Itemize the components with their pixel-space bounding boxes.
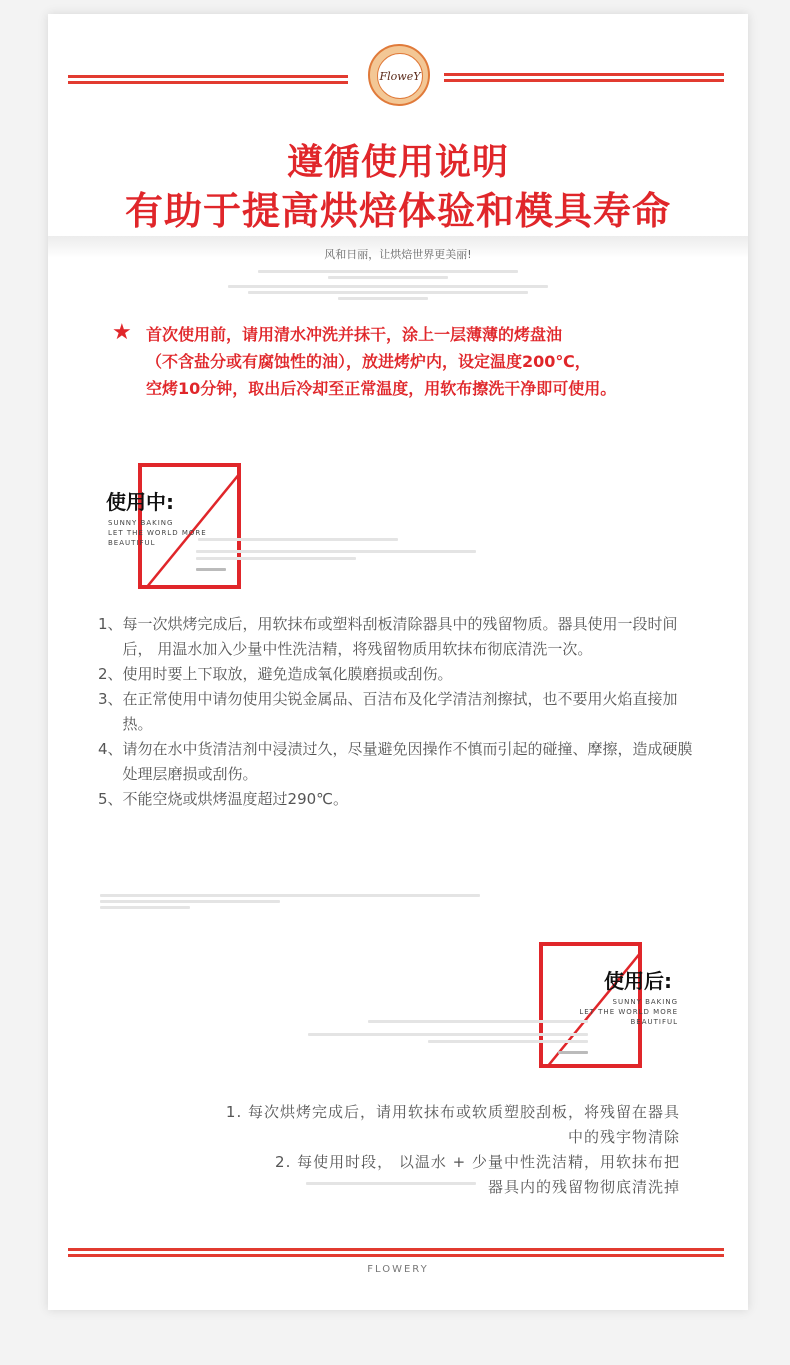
notice-line: （不含盐分或有腐蚀性的油），放进烤炉内，设定温度200℃，	[146, 352, 591, 371]
logo-text: FloweY	[379, 69, 421, 83]
faint-text-line	[196, 557, 356, 560]
faint-text-line	[428, 1040, 588, 1043]
faint-text-line	[328, 276, 448, 279]
faint-text-line	[196, 550, 476, 553]
in-use-steps	[98, 612, 698, 812]
footer-brand: FLOWERY	[367, 1264, 429, 1275]
step-item: 4、 请勿在水中货清洁剂中浸渍过久，尽量避免因操作不慎而引起的碰撞、摩擦，造成硬膜处理层磨损或刮伤。	[98, 740, 693, 783]
step-item: 5、 不能空烧或烘烤温度超过290℃。	[98, 790, 349, 808]
first-use-notice	[146, 321, 736, 402]
headline-line-1: 遵循使用说明	[286, 141, 509, 183]
after-use-steps	[188, 1100, 680, 1200]
faint-text-line	[198, 538, 398, 541]
faint-text-line	[100, 906, 190, 909]
faint-text-line	[308, 1033, 588, 1036]
faint-text-line	[196, 568, 226, 571]
faint-text-line	[100, 900, 280, 903]
in-use-slogan: SUNNY BAKING LET THE WORLD MORE BEAUTIFUL	[108, 519, 207, 547]
faint-text-line	[306, 1182, 476, 1185]
notice-line: 首次使用前，请用清水冲洗并抹干，涂上一层薄薄的烤盘油	[146, 325, 563, 344]
faint-text-line	[248, 291, 528, 294]
notice-line: 空烤10分钟，取出后冷却至正常温度，用软布擦洗干净即可使用。	[146, 379, 617, 398]
top-line-left-1	[68, 75, 348, 78]
faint-text-line	[368, 1020, 588, 1023]
star-icon: ★	[112, 320, 132, 345]
top-line-left-2	[68, 81, 348, 84]
after-step-line: 1. 每次烘烤完成后，请用软抹布或软质塑胶刮板，将残留在器具	[225, 1103, 680, 1121]
bottom-line-1	[68, 1248, 724, 1251]
faint-text-line	[558, 1051, 588, 1054]
faint-text-line	[100, 894, 480, 897]
headline-line-2: 有助于提高烘焙体验和模具寿命	[124, 188, 671, 233]
faint-text-line	[258, 270, 518, 273]
in-use-title: 使用中:	[106, 490, 174, 514]
top-line-right-2	[444, 79, 724, 82]
subtitle: 风和日丽，让烘焙世界更美丽!	[324, 248, 472, 261]
after-use-title: 使用后:	[604, 969, 672, 993]
after-use-slogan: SUNNY BAKING LET THE WORLD MORE BEAUTIFUL	[579, 998, 678, 1026]
faint-text-line	[228, 285, 548, 288]
brand-logo	[368, 44, 430, 106]
page-card	[48, 14, 748, 1310]
step-item: 1、 每一次烘烤完成后，用软抹布或塑料刮板清除器具中的残留物质。器具使用一段时间后， 用温水加入少量中性洗洁精，将残留物质用软抹布彻底清洗一次。	[98, 615, 678, 658]
faint-text-line	[338, 297, 428, 300]
bottom-line-2	[68, 1254, 724, 1257]
after-step-line: 2. 每使用时段， 以温水 + 少量中性洗洁精，用软抹布把	[275, 1153, 680, 1171]
after-step-line: 中的残宇物清除	[567, 1128, 680, 1146]
step-item: 3、 在正常使用中请勿使用尖锐金属品、百洁布及化学清洁剂擦拭，也不要用火焰直接加热。	[98, 690, 678, 733]
after-step-line: 器具内的残留物彻底清洗掉	[487, 1178, 680, 1196]
step-item: 2、 使用时要上下取放，避免造成氧化膜磨损或刮伤。	[98, 665, 453, 683]
top-line-right-1	[444, 73, 724, 76]
